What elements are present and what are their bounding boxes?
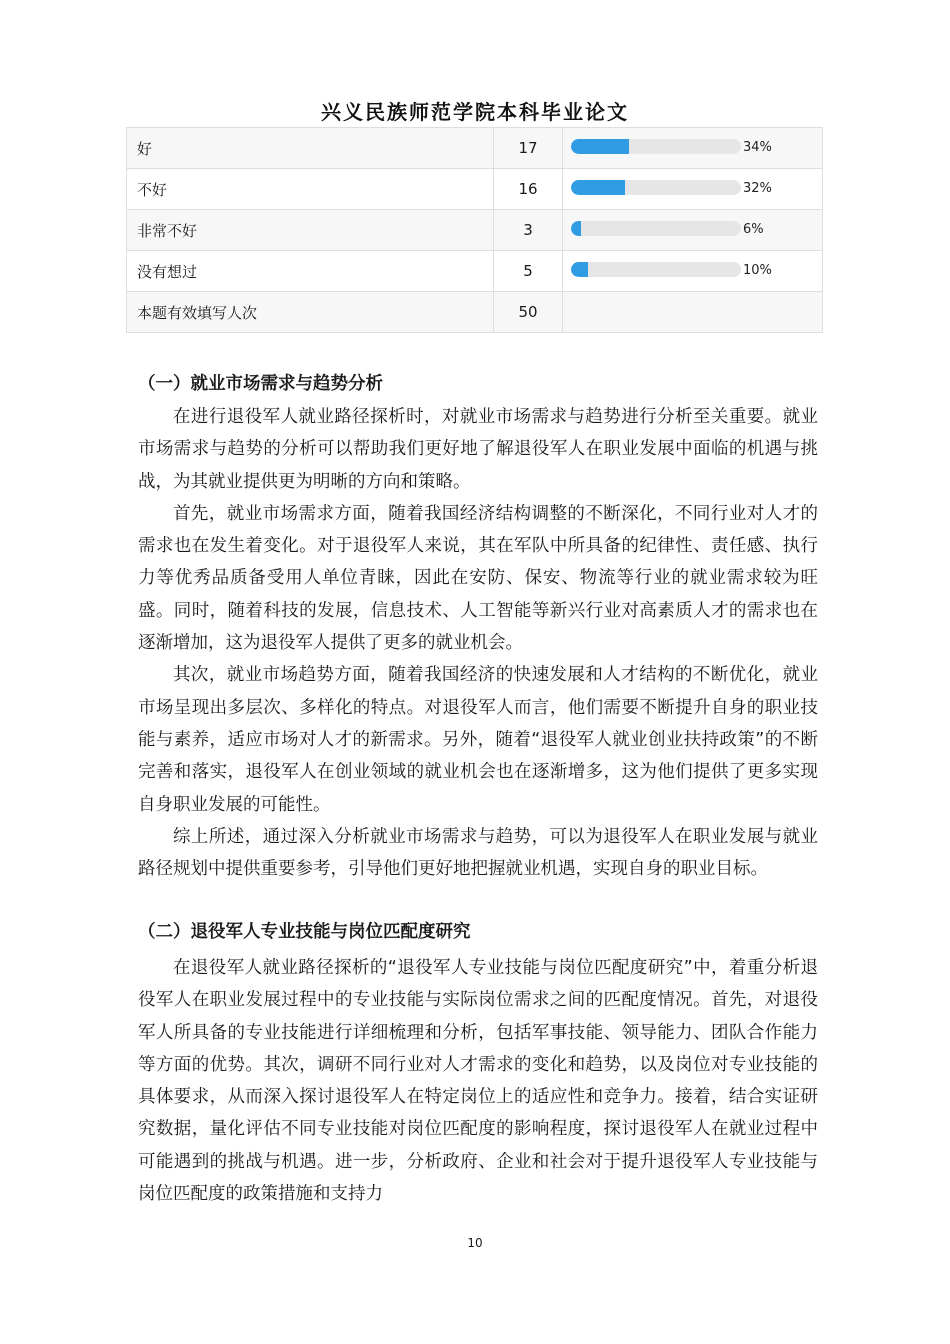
table-row — [127, 210, 823, 251]
percent-cell — [563, 169, 823, 210]
empty-cell — [563, 292, 823, 333]
percent-bar-fill — [571, 262, 588, 277]
table-row — [127, 251, 823, 292]
table-row — [127, 128, 823, 169]
paragraph: 在进行退役军人就业路径探析时，对就业市场需求与趋势进行分析至关重要。就业市场需求与趋势的分析可以帮助我们更好地了解退役军人在职业发展中面临的机遇与挑战，为其就业提供更为明晰的方向和策略。 — [138, 407, 818, 492]
percent-cell — [563, 128, 823, 169]
percent-label: 34% — [743, 140, 772, 155]
percent-bar-fill — [571, 139, 629, 154]
section-1-body — [138, 401, 818, 885]
table-total-row — [127, 292, 823, 333]
page-header: 兴义民族师范学院本科毕业论文 — [321, 100, 629, 124]
option-count: 16 — [494, 169, 563, 210]
option-count: 5 — [494, 251, 563, 292]
percent-label: 32% — [743, 181, 772, 196]
total-value: 50 — [494, 292, 563, 333]
percent-bar-track — [571, 180, 741, 195]
option-count: 3 — [494, 210, 563, 251]
percent-bar-track — [571, 221, 741, 236]
survey-result-table — [126, 127, 823, 333]
paragraph: 在退役军人就业路径探析的“退役军人专业技能与岗位匹配度研究”中，着重分析退役军人在职业发展过程中的专业技能与实际岗位需求之间的匹配度情况。首先，对退役军人所具备的专业技能进行详细梳理和分析，包括军事技能、领导能力、团队合作能力等方面的优势。其次，调研不同行业对人才需求的变化和趋势，以及岗位对专业技能的具体要求，从而深入探讨退役军人在特定岗位上的适应性和竞争力。接着，结合实证研究数据，量化评估不同专业技能对岗位匹配度的影响程度，探讨退役军人在就业过程中可能遇到的挑战与机遇。进一步，分析政府、企业和社会对于提升退役军人专业技能与岗位匹配度的政策措施和支持力 — [138, 958, 818, 1205]
percent-bar-fill — [571, 180, 625, 195]
percent-bar-fill — [571, 221, 581, 236]
option-count: 17 — [494, 128, 563, 169]
percent-bar-track — [571, 262, 741, 277]
percent-label: 10% — [743, 263, 772, 278]
percent-cell — [563, 210, 823, 251]
percent-cell — [563, 251, 823, 292]
paragraph: 其次，就业市场趋势方面，随着我国经济的快速发展和人才结构的不断优化，就业市场呈现出多层次、多样化的特点。对退役军人而言，他们需要不断提升自身的职业技能与素养，适应市场对人才的新需求。另外，随着“退役军人就业创业扶持政策”的不断完善和落实，退役军人在创业领域的就业机会也在逐渐增多，这为他们提供了更多实现自身职业发展的可能性。 — [138, 665, 818, 815]
option-label: 不好 — [127, 169, 494, 210]
section-heading-1: （一）就业市场需求与趋势分析 — [138, 374, 383, 394]
page-number: 10 — [467, 1236, 483, 1250]
option-label: 没有想过 — [127, 251, 494, 292]
option-label: 非常不好 — [127, 210, 494, 251]
paragraph: 首先，就业市场需求方面，随着我国经济结构调整的不断深化，不同行业对人才的需求也在发生着变化。对于退役军人来说，其在军队中所具备的纪律性、责任感、执行力等优秀品质备受用人单位青睐，因此在安防、保安、物流等行业的就业需求较为旺盛。同时，随着科技的发展，信息技术、人工智能等新兴行业对高素质人才的需求也在逐渐增加，这为退役军人提供了更多的就业机会。 — [138, 503, 818, 654]
paragraph: 综上所述，通过深入分析就业市场需求与趋势，可以为退役军人在职业发展与就业路径规划中提供重要参考，引导他们更好地把握就业机遇，实现自身的职业目标。 — [138, 826, 818, 880]
section-2-body — [138, 952, 818, 1210]
percent-label: 6% — [743, 222, 764, 237]
total-label: 本题有效填写人次 — [127, 292, 494, 333]
percent-bar-track — [571, 139, 741, 154]
table-row — [127, 169, 823, 210]
option-label: 好 — [127, 128, 494, 169]
section-heading-2: （二）退役军人专业技能与岗位匹配度研究 — [138, 922, 471, 942]
